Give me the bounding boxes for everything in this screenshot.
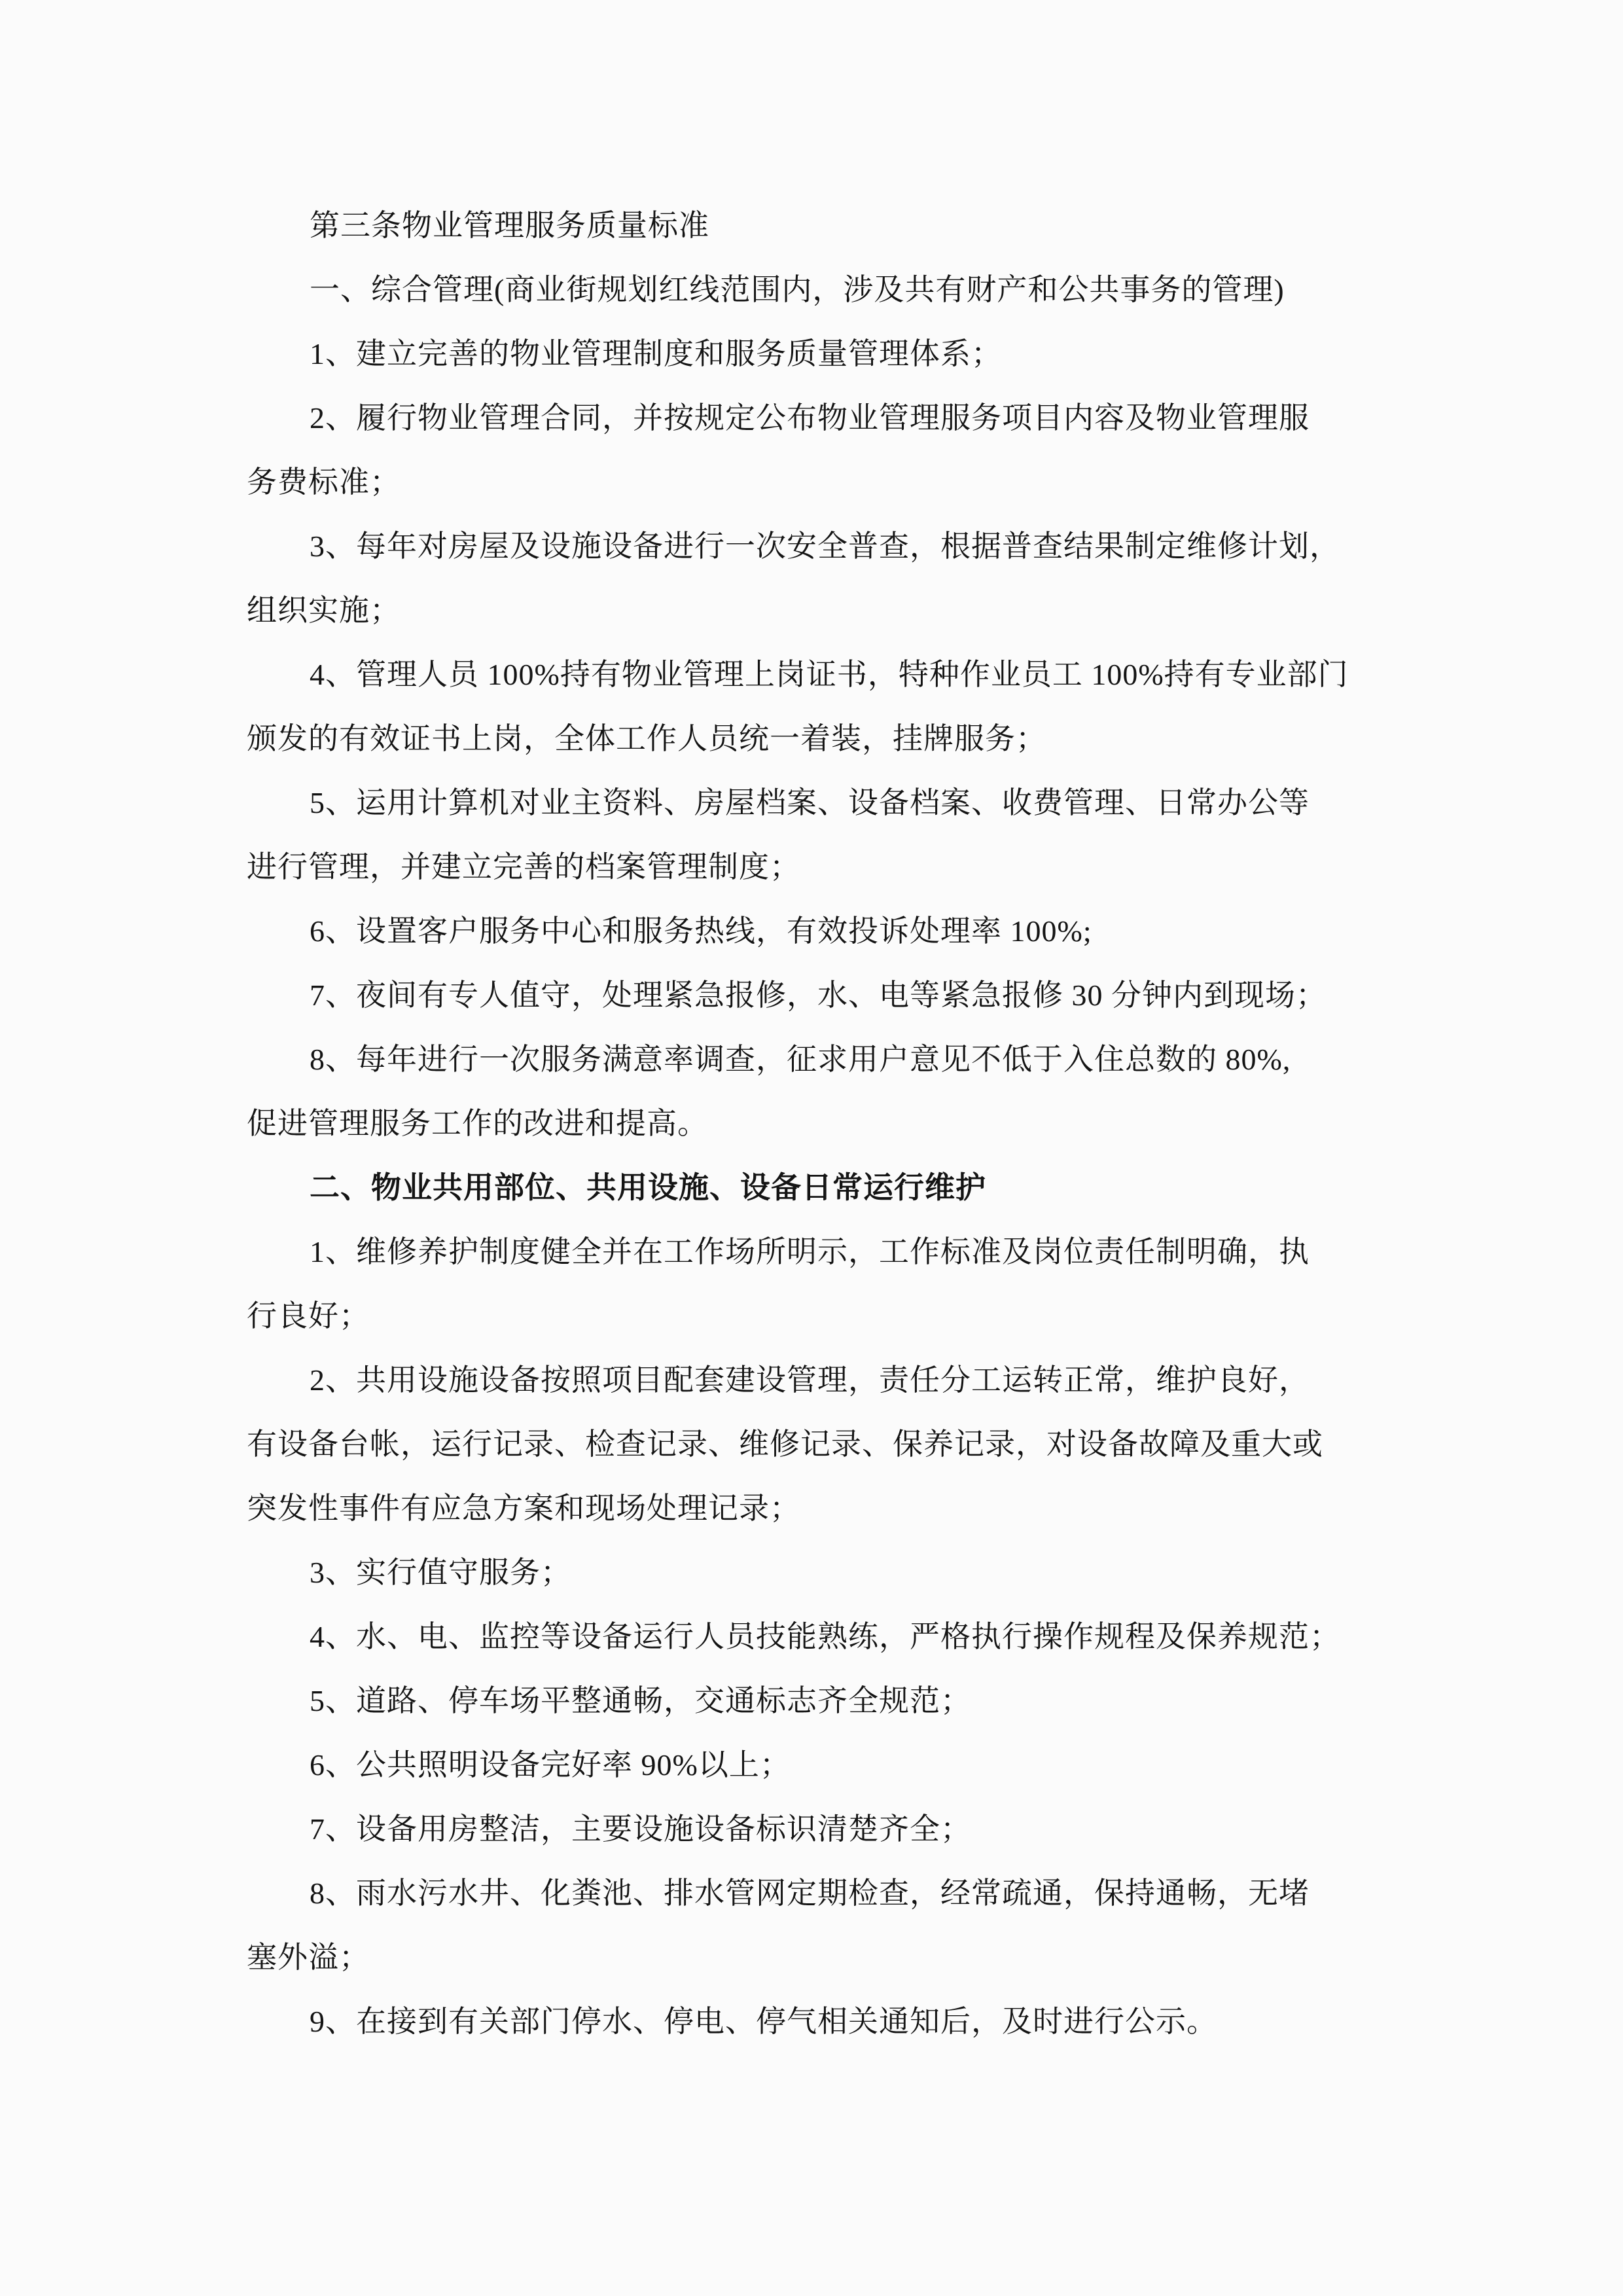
doc-line-item: 7、夜间有专人值守，处理紧急报修，水、电等紧急报修 30 分钟内到现场； (310, 978, 1327, 1012)
doc-line-item: 3、每年对房屋及设施设备进行一次安全普查，根据普查结果制定维修计划， (310, 529, 1340, 563)
doc-line-item: 4、管理人员 100%持有物业管理上岗证书，特种作业员工 100%持有专业部门 (310, 658, 1349, 691)
doc-line-continuation: 促进管理服务工作的改进和提高。 (247, 1107, 708, 1140)
doc-line-continuation: 行良好； (247, 1299, 370, 1333)
doc-line-continuation: 颁发的有效证书上岗，全体工作人员统一着装，挂牌服务； (247, 722, 1046, 755)
document-text-block (247, 194, 1383, 2054)
doc-line-item: 9、在接到有关部门停水、停电、停气相关通知后，及时进行公示。 (310, 2005, 1217, 2038)
doc-line-item: 7、设备用房整洁，主要设施设备标识清楚齐全； (310, 1812, 971, 1846)
doc-line-item: 3、实行值守服务； (310, 1556, 571, 1589)
doc-line-item: 5、道路、停车场平整通畅，交通标志齐全规范； (310, 1684, 971, 1717)
doc-line-item: 4、水、电、监控等设备运行人员技能熟练，严格执行操作规程及保养规范； (310, 1620, 1340, 1653)
doc-line-item: 1、建立完善的物业管理制度和服务质量管理体系； (310, 337, 1002, 370)
doc-line-item: 5、运用计算机对业主资料、房屋档案、设备档案、收费管理、日常办公等 (310, 786, 1310, 819)
doc-line-item: 1、维修养护制度健全并在工作场所明示，工作标准及岗位责任制明确，执 (310, 1235, 1310, 1268)
doc-line-continuation: 务费标准； (247, 465, 401, 499)
doc-line-item: 8、雨水污水井、化粪池、排水管网定期检查，经常疏通，保持通畅，无堵 (310, 1876, 1310, 1910)
doc-line-continuation: 塞外溢； (247, 1941, 370, 1974)
doc-line-item: 8、每年进行一次服务满意率调查，征求用户意见不低于入住总数的 80%, (310, 1043, 1291, 1076)
doc-line-continuation: 突发性事件有应急方案和现场处理记录； (247, 1492, 800, 1525)
doc-line-item: 6、公共照明设备完好率 90%以上； (310, 1748, 791, 1782)
doc-line-item: 6、设置客户服务中心和服务热线，有效投诉处理率 100%; (310, 914, 1092, 948)
doc-line-item: 2、履行物业管理合同，并按规定公布物业管理服务项目内容及物业管理服 (310, 401, 1310, 435)
doc-line-continuation: 组织实施； (247, 594, 401, 627)
doc-line-article-title: 第三条物业管理服务质量标准 (310, 209, 709, 242)
doc-line-item: 2、共用设施设备按照项目配套建设管理，责任分工运转正常，维护良好， (310, 1363, 1310, 1397)
doc-line-continuation: 有设备台帐，运行记录、检查记录、维修记录、保养记录，对设备故障及重大或 (247, 1427, 1323, 1461)
doc-line-section2-heading: 二、物业共用部位、共用设施、设备日常运行维护 (310, 1171, 986, 1204)
doc-line-continuation: 进行管理，并建立完善的档案管理制度； (247, 850, 800, 884)
doc-line-section1-heading: 一、综合管理(商业街规划红线范围内，涉及共有财产和公共事务的管理) (310, 273, 1285, 306)
